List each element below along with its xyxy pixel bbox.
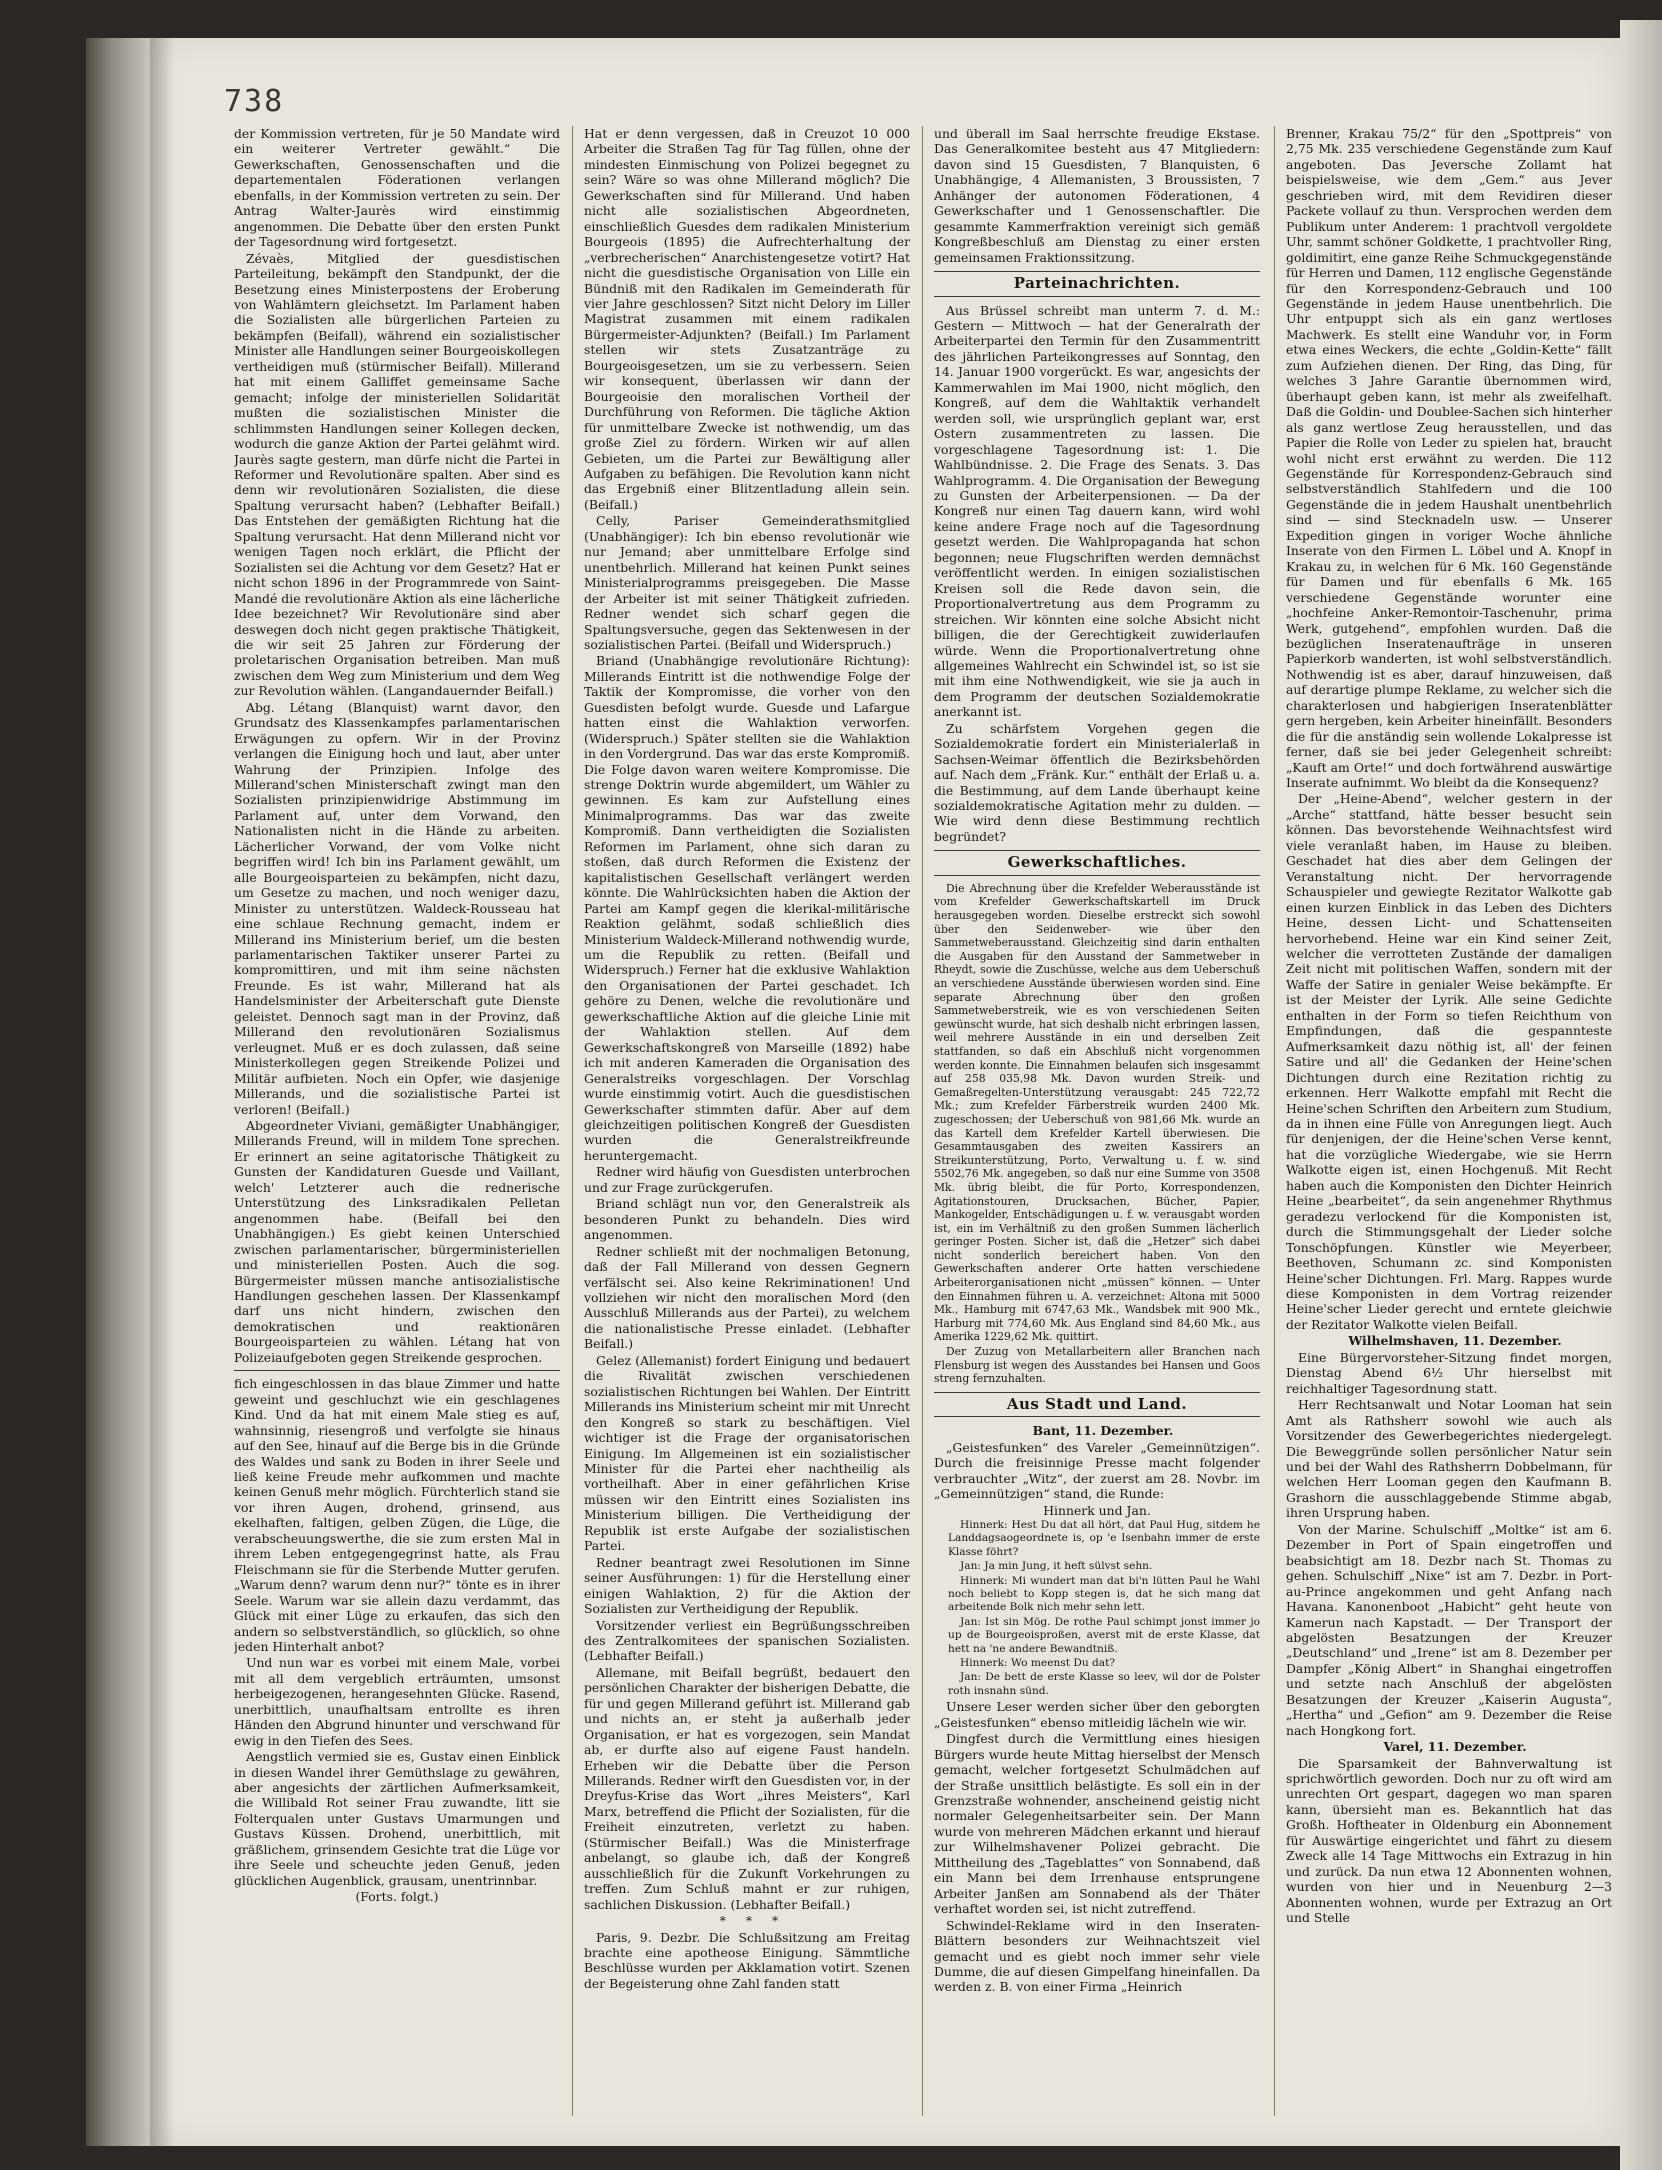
feuilleton-paragraph: fich eingeschlossen in das blaue Zimmer und hatte geweint und geschluchzt wie ein geschlagenes Kind. Und da hat mit einem Male stieg es auf, wahnsinnig, riesengroß und verfolgte sie hinaus auf den See, hinauf auf die Berge bis in die Gründe des Waldes und sank zu Boden in ihrer Seele und ließ keine Freude mehr aufkommen und machte keinen Genuß mehr möglich. Fürchterlich stand sie vor ihren Augen, drohend, grinsend, aus ekelhaften, faltigen, gelben Zügen, die Lüge, die verabscheuungswerthe, die sie zum ersten Mal in ihrem Leben entgegengegrinst hatte, als Frau Fleischmann sie für die Sterbende Mutter gerufen. „Warum denn? warum denn nur?“ tönte es in ihrer Seele. Warum war sie allein dazu verdammt, das Glück mit einer Lüge zu erkaufen, das sich den andern so selbstverständlich, so glücklich, so ohne jeden Hinterhalt anbot? — [234, 1376, 560, 1654]
paragraph: Zévaès, Mitglied der guesdistischen Parteileitung, bekämpft den Standpunkt, der die Besetzung eines Ministerpostens der Eroberung von Wahlämtern gleichsetzt. Im Parlament haben die Sozialisten alle bürgerlichen Parteien zu bekämpfen (Beifall), während ein sozialistischer Minister alle Handlungen seiner Bourgeoiskollegen vertheidigen muß (stürmischer Beifall). Millerand hat mit einem Galliffet gemeinsame Sache gemacht; infolge der ministeriellen Solidarität mußten die sozialistischen Minister die schlimmsten Handlungen seiner Kollegen decken, wodurch die ganze Aktion der Partei gelähmt wird. Jaurès sagte gestern, man dürfe nicht die Partei in Reformer und Revolutionäre spalten. Aber sind es denn wir revolutionären Sozialisten, die diese Spaltung verursacht haben? (Lebhafter Beifall.) Das Entstehen der gemäßigten Richtung hat die Spaltung verursacht. Hat denn Millerand nicht vor wenigen Tagen noch erklärt, die Pflicht der Sozialisten sei die Achtung vor dem Gesetz? Hat er nicht schon 1896 in der Programmrede von Saint-Mandé die revolutionäre Aktion als eine lächerliche Idee bezeichnet? Wir Revolutionäre sind aber deswegen doch nicht gegen praktische Thätigkeit, die wir seit 25 Jahren zur Förderung der proletarischen Organisation betreiben. Man muß zwischen dem Weg zum Ministerium und dem Weg zur Revolution wählen. (Langandauernder Beifall.) — [234, 250, 560, 699]
paragraph: Vorsitzender verliest ein Begrüßungsschreiben des Zentralkomitees der spanischen Sozialisten. (Lebhafter Beifall.) — [584, 1617, 910, 1664]
paragraph: Redner schließt mit der nochmaligen Betonung, daß der Fall Millerand von dessen Gegnern verfälscht sei. Also keine Rekriminationen! Und vollziehen wir nicht den moralischen Mord (den Ausschluß Millerands aus der Partei), zu welchem die nationalistische Presse einladet. (Lebhafter Beifall.) — [584, 1243, 910, 1352]
section-heading-gewerkschaftliches: Gewerkschaftliches. — [934, 850, 1260, 875]
dialog-line: Jan: Ja min Jung, it heft sülvst sehn. — [960, 1560, 1153, 1573]
dialog-line: Hinnerk: Mi wundert man dat bi'n lütten Paul he Wahl noch beliebt to Kopp stegen is, dat he sich mang dat arbeitende Bolk nich mehr sehn lett. — [948, 1574, 1260, 1614]
column-1 — [234, 126, 560, 2116]
column-3 — [934, 126, 1260, 2116]
paragraph: Hat er denn vergessen, daß in Creuzot 10 000 Arbeiter die Straßen Tag für Tag füllen, ohne der mindesten Einmischung von Polizei begegnet zu sein? Wäre so was ohne Millerand möglich? Die Gewerkschaften sind für Millerand. Und haben nicht alle sozialistischen Abgeordneten, einschließlich Guesdes dem radikalen Ministerium Bourgeois (1895) die Aufrechterhaltung der „verbrecherischen“ Anarchistengesetze votirt? Hat nicht die guesdistische Organisation von Lille ein Bündniß mit den Radikalen im Gemeinderath für vier Jahre geschlossen? Sitzt nicht Delory im Liller Magistrat zusammen mit einem radikalen Bürgermeister-Adjunkten? (Beifall.) Im Parlament stellen wir stets Zusatzanträge zu Bourgeoisgesetzen, um sie zu verbessern. Seien wir konsequent, überlassen wir dann der Bourgeoisie den moralischen Vortheil der Durchführung von Reformen. Die tägliche Aktion für unmittelbare Zwecke ist nothwendig, um das große Ziel zu fördern. Wirken wir auf allen Gebieten, um die Partei zur Bewältigung aller Aufgaben zu befähigen. Die Revolution kann nicht das Ergebniß einer Blitzentladung allein sein. (Beifall.) — [584, 126, 910, 512]
dialog-line: Hinnerk: Wo meenst Du dat? — [960, 1657, 1116, 1670]
paragraph: Die Sparsamkeit der Bahnverwaltung ist sprichwörtlich geworden. Doch nur zu oft wird am unrechten Ort gespart, dagegen wo man sparen kann, übersieht man es. Bekanntlich hat das Großh. Hoftheater in Oldenburg ein Abonnement für Auswärtige eingerichtet und fährt zu diesem Zweck alle 14 Tage Mittwochs ein Extrazug in hin und zurück. Da nun etwa 12 Abonnenten wohnen, wurden von hier und in Neuenburg 2—3 Abonnenten wohnen, wurde per Extrazug an Ort und Stelle — [1286, 1755, 1612, 1926]
dialog-line: Jan: Ist sin Mög. De rothe Paul schimpt jonst immer jo up de Bourgeoisproßen, averst mit de erste Klasse, dat hett na 'ne andere Bewandtniß. — [948, 1615, 1260, 1655]
paragraph: Dingfest durch die Vermittlung eines hiesigen Bürgers wurde heute Mittag hierselbst der Mensch gemacht, welcher fortgesetzt Schulmädchen auf der Straße unsittlich belästigte. Es soll ein in der Grenzstraße wohnender, anscheinend geistig nicht normaler Gelegenheitsarbeiter sein. Der Mann wurde von mehreren Mädchen erkannt und hierauf zur Wilhelmshavener Polizei gebracht. Die Mittheilung des „Tageblattes“ von Sonnabend, daß ein Mann bei dem Irrenhause entsprungene Arbeiter Janßen am Sonnabend als der Thäter verhaftet worden sei, ist nicht zutreffend. — [934, 1731, 1260, 1917]
paragraph: Herr Rechtsanwalt und Notar Looman hat sein Amt als Rathsherr sowohl wie auch als Vorsitzender des Gewerbegerichtes niedergelegt. Die Beweggründe sollen persönlicher Natur sein und bei der Wahl des Rathsherrn Dobbelmann, für welchen Herr Looman gegen den Kaufmann B. Grashorn die ausschlaggebende Stimme abgab, ihren Ursprung haben. — [1286, 1397, 1612, 1521]
paragraph: Aus Brüssel schreibt man unterm 7. d. M.: Gestern — Mittwoch — hat der Generalrath der Arbeiterpartei den Termin für den Zusammentritt des jährlichen Parteikongresses auf Sonntag, den 14. Januar 1900 vorgerückt. Es war, angesichts der Kammerwahlen im Mai 1900, nicht möglich, den Kongreß, auf dem die Wahltaktik verhandelt werden soll, wie ursprünglich geplant war, erst Ostern zusammentreten zu lassen. Die vorgeschlagene Tagesordnung ist: 1. Die Wahlbündnisse. 2. Die Frage des Senats. 3. Das Wahlprogramm. 4. Die Organisation der Bewegung zu Gunsten der Arbeiterpensionen. — Da der Kongreß nur einen Tag dauern kann, wird wohl keine andere Frage noch auf die Tagesordnung gesetzt werden. Die Wahlpropaganda hat schon begonnen; neue Flugschriften werden demnächst veröffentlicht werden. In einigen sozialistischen Kreisen soll die Rede davon sein, die Proportionalvertretung aus dem Programm zu streichen. Wir könnten eine solche Absicht nicht billigen, die der Gerechtigkeit zuwiderlaufen würde. Wenn die Proportionalvertretung ohne allgemeines Wahlrecht ein Schwindel ist, so ist sie mit ihm eine Nothwendigkeit, wie sie ja auch in dem Programm der deutschen Sozialdemokratie anerkannt ist. — [934, 302, 1260, 720]
paragraph: Von der Marine. Schulschiff „Moltke“ ist am 6. Dezember in Port of Spain eingetroffen und beabsichtigt am 18. Dezbr nach St. Thomas zu gehen. Schulschiff „Nixe“ ist am 7. Dezbr. in Port-au-Prince angekommen und geht Anfang nach Havana. Kanonenboot „Habicht“ geht heute von Kamerun nach Kapstadt. — Der Transport der abgelösten Besatzungen der Kreuzer „Deutschland“ und „Irene“ ist am 8. Dezember per Dampfer „König Albert“ in Shanghai eingetroffen und setzte nach Anschluß der abgelösten Besatzungen der Kreuzer „Kaiserin Augusta“, „Hertha“ und „Gefion“ am 9. Dezember die Reise nach Hongkong fort. — [1286, 1521, 1612, 1738]
section-heading-aus-stadt-und-land: Aus Stadt und Land. — [934, 1392, 1260, 1417]
dialog-line: Hinnerk: Hest Du dat all hört, dat Paul Hug, sitdem he Landdagsaogeordnete is, op 'e Isenbahn immer de erste Klasse föhrt? — [948, 1518, 1260, 1558]
paragraph: Redner wird häufig von Guesdisten unterbrochen und zur Frage zurückgerufen. — [584, 1164, 910, 1195]
paragraph: und überall im Saal herrschte freudige Ekstase. Das Generalkomitee besteht aus 47 Mitgliedern: davon sind 15 Guesdisten, 7 Blanquisten, 6 Unabhängige, 4 Allemanisten, 3 Broussisten, 7 Anhänger der autonomen Föderationen, 4 Gewerkschafter und 1 Genossenschaftler. Die gesammte Kammerfraktion vereinigt sich gemäß Kongreßbeschluß am Dienstag zu einer ersten gemeinsamen Fraktionssitzung. — [934, 126, 1260, 265]
paragraph: Celly, Pariser Gemeinderathsmitglied (Unabhängiger): Ich bin ebenso revolutionär wie nur Jemand; aber unmittelbare Erfolge sind unentbehrlich. Millerand hat keinen Punkt seines Ministerialprogramms preisgegeben. Die Masse der Arbeiter ist mit seiner Thätigkeit zufrieden. Redner wendet sich scharf gegen die Spaltungsversuche, gegen das Sektenwesen in der sozialistischen Partei. (Beifall und Widerspruch.) — [584, 513, 910, 652]
section-heading-parteinachrichten: Parteinachrichten. — [934, 271, 1260, 296]
paragraph: Redner beantragt zwei Resolutionen im Sinne seiner Ausführungen: 1) für die Herstellung einer einigen Wahlaktion, 2) für die Aktion der Sozialisten zur Vertheidigung der Republik. — [584, 1554, 910, 1617]
newspaper-page — [150, 38, 1620, 2146]
feuilleton-paragraph: Und nun war es vorbei mit einem Male, vorbei mit all dem vergeblich erträumten, umsonst herbeigezogenen, herangesehnten Glücke. Rasend, unerbittlich, unaufhaltsam entrollte es ihren Händen den Abgrund hinunter und verschwand für ewig in den Tiefen des Sees. — [234, 1655, 560, 1748]
dialog-line: Jan: De bett de erste Klasse so leev, wil dor de Polster roth insnahn sünd. — [948, 1671, 1260, 1697]
column-rule — [572, 126, 573, 2116]
column-4 — [1286, 126, 1612, 2116]
paragraph: Eine Bürgervorsteher-Sitzung findet morgen, Dienstag Abend 6½ Uhr hierselbst mit reichhaltiger Tagesordnung statt. — [1286, 1349, 1612, 1396]
paragraph: Gelez (Allemanist) fordert Einigung und bedauert die Rivalität zwischen verschiedenen sozialistischen Richtungen bei Wahlen. Der Eintritt Millerands ins Ministerium scheint mir mit Unrecht den Kongreß so stark zu beschäftigen. Viel wichtiger ist die Frage der organisatorischen Einigung. Im Allgemeinen ist ein sozialistischer Minister für die Partei eher nachtheilig als vortheilhaft. Aber in einer gefährlichen Krise müssen wir den Eintritt eines Sozialisten ins Ministerium billigen. Die Vertheidigung der Republik ist erste Aufgabe der sozialistischen Partei. — [584, 1352, 910, 1554]
binding-shadow — [150, 38, 174, 2146]
paragraph: Unsere Leser werden sicher über den geborgten „Geistesfunken“ ebenso mitleidig lächeln wie wir. — [934, 1699, 1260, 1730]
paragraph: der Kommission vertreten, für je 50 Mandate wird ein weiterer Vertreter gewählt.“ Die Gewerkschaften, Genossenschaften und die departementalen Föderationen verlangen ebenfalls, in der Kommission vertreten zu sein. Der Antrag Walter-Jaurès wird einstimmig angenommen. Die Debatte über den ersten Punkt der Tagesordnung wird fortgesetzt. — [234, 126, 560, 250]
paragraph: Briand schlägt nun vor, den Generalstreik als besonderen Punkt zu behandeln. Dies wird angenommen. — [584, 1196, 910, 1243]
divider — [234, 1370, 560, 1371]
paragraph: Zu schärfstem Vorgehen gegen die Sozialdemokratie fordert ein Ministerialerlaß in Sachsen-Weimar öffentlich die Bezirksbehörden auf. Nach dem „Fränk. Kur.“ enthält der Erlaß u. a. die Bestimmung, auf dem Lande überhaupt keine sozialdemokratische Agitation mehr zu dulden. — Wie wird denn diese Bestimmung rechtlich begründet? — [934, 720, 1260, 844]
paragraph: Abgeordneter Viviani, gemäßigter Unabhängiger, Millerands Freund, will in mildem Tone sprechen. Er erinnert an seine agitatorische Thätigkeit zu Gunsten der Kandidaturen Guesde und Vaillant, welch' Letzterer auch die rednerische Unterstützung des Linksradikalen Pelletan angenommen habe. (Beifall bei den Unabhängigen.) Es giebt keinen Unterschied zwischen parlamentarischer, bürgerministeriellen und ministeriellen Posten. Auch die sog. Bürgermeister müssen manche antisozialistische Handlungen geschehen lassen. Der Klassenkampf darf uns nicht hindern, zwischen den demokratischen und reaktionären Bourgeoisparteien zu wählen. Létang hat von Polizeiaufgeboten gegen Streikende gesprochen. — [234, 1118, 560, 1365]
paragraph: „Geistesfunken“ des Vareler „Gemeinnützigen“. Durch die freisinnige Presse macht folgender verbrauchter „Witz“, der zuerst am 28. Novbr. im „Gemeinnützigen“ stand, die Runde: — [934, 1439, 1260, 1502]
paragraph: Briand (Unabhängige revolutionäre Richtung): Millerands Eintritt ist die nothwendige Folge der Taktik der Kompromisse, die vorher von den Guesdisten befolgt wurde. Guesde und Lafargue hatten einst die Wahlaktion verworfen. (Widerspruch.) Später stellten sie die Wahlaktion in den Vordergrund. Das war das erste Kompromiß. Die Folge davon waren weitere Kompromisse. Die strenge Doktrin wurde abgemildert, um Wähler zu gewinnen. Es kam zur Aufstellung eines Minimalprogramms. Das war das zweite Kompromiß. Dann vertheidigten die Sozialisten Reformen im Parlament, ohne sich daran zu stoßen, daß durch Reformen die Existenz der kapitalistischen Gesellschaft verlängert werden könnte. Die Wahlrücksichten haben die Aktion der Partei am Kampf gegen die klerikal-militärische Reaktion gelähmt, sodaß schließlich dies Ministerium Waldeck-Millerand nothwendig wurde, um die Republik zu retten. (Beifall und Widerspruch.) Ferner hat die exklusive Wahlaktion den Organisationen der Partei geschadet. Ich gehöre zu Denen, welche die revolutionäre und gewerkschaftliche Aktion auf die gleiche Linie mit der Wahlaktion stellen. Auf dem Gewerkschaftskongreß von Marseille (1892) habe ich mit anderen Kameraden die Organisation des Generalstreiks vorgeschlagen. Der Vorschlag wurde einstimmig votirt. Auch die guesdistischen Gewerkschafter stimmten dafür. Aber auf dem gleichzeitigen politischen Kongreß der Guesdisten wurden die Generalstreikfreunde heruntergemacht. — [584, 653, 910, 1163]
paragraph: Brenner, Krakau 75/2“ für den „Spottpreis“ von 2,75 Mk. 235 verschiedene Gegenstände zum Kauf angeboten. Das Jeversche Zollamt hat beispielsweise, wie dem „Gem.“ aus Jever geschrieben wird, mit dem Revidiren dieser Packete vollauf zu thun. Versprochen werden dem Publikum unter Anderem: 1 prachtvoll vergoldete Uhr, sammt schöner Goldkette, 1 prachtvoller Ring, goldimitirt, eine ganze Reihe Schmuckgegenstände für Herren und Damen, 112 englische Gegenstände für den Korrespondenz-Gebrauch und 100 Gegenstände in jedem Hause unentbehrlich. Die Uhr entpuppt sich als ein ganz wertloses Machwerk. Es stellt eine Wanduhr vor, in Form etwa eines Weckers, die echte „Goldin-Kette“ fällt zum Aufziehen dienen. Der Ring, das Ding, für welches 3 Jahre Garantie übernommen wird, überhaupt geben kann, ist mehr als zweifelhaft. Daß die Goldin- und Doublee-Sachen sich hinterher als ganz wertlose Zeug herausstellen, und das Papier die Rolle von Leder zu spielen hat, braucht wohl nicht erst erwähnt zu werden. Die 112 Gegenstände für Korrespondenz-Gebrauch sind selbstverständlich Stahlfedern und die 100 Gegenstände die in jedem Haushalt unentbehrlich sind — sind Stecknadeln usw. — Unserer Expedition gingen in voriger Woche ähnliche Inserate von den Firmen L. Löbel und A. Knopf in Krakau zu, in welchen für 6 Mk. 160 Gegenstände für Damen und für ebenfalls 6 Mk. 165 verschiedene Gegenstände worunter eine „hochfeine Anker-Remontoir-Taschenuhr, prima Werk, gutgehend“, empfohlen wurden. Daß die bezüglichen Inseratenaufträge in unseren Papierkorb wanderten, ist wohl selbstverständlich. Nothwendig ist es aber, darauf hinzuweisen, daß auf derartige plumpe Reklame, zu welcher sich die charakterlosen und habgierigen Inseratenblätter gern hergeben, kein Arbeiter hineinfällt. Besonders die für die anständig sein wollende Lokalpresse ist ferner, daß sie bei jeder Gelegenheit schreibt: „Kauft am Orte!“ und doch fortwährend auswärtige Inserate aufnimmt. Wo bleibt da die Konsequenz? — [1286, 126, 1612, 791]
column-2 — [584, 126, 910, 2116]
page-number: 738 — [224, 84, 285, 119]
dialog-title: Hinnerk und Jan. — [1043, 1502, 1151, 1518]
paragraph: Paris, 9. Dezbr. Die Schlußsitzung am Freitag brachte eine apotheose Einigung. Sämmtliche Beschlüsse wurden per Akklamation votirt. Szenen der Begeisterung ohne Zahl fanden statt — [584, 1929, 910, 1991]
paragraph: Die Abrechnung über die Krefelder Weberausstände ist vom Krefelder Gewerkschaftskartell im Druck herausgegeben worden. Dieselbe erstreckt sich sowohl über den Seidenweber- wie über den Sammetweberausstand. Gleichzeitig sind darin enthalten die Ausgaben für den Ausstand der Sammetweber in Rheydt, sowie die Zuschüsse, welche aus dem Ueberschuß an verschiedene Ausstände überwiesen worden sind. Eine separate Abrechnung über den großen Sammetweberstreik, wie es von verschiedenen Seiten gewünscht wurde, hat sich deshalb nicht erbringen lassen, weil mehrere Ausstände in ein und derselben Zeit stattfanden, so daß ein Abschluß nicht vorgenommen werden konnte. Die Einnahmen belaufen sich insgesammt auf 258 035,98 Mk. Davon wurden Streik- und Gemaßregelten-Unterstützung verausgabt: 245 722,72 Mk.; zum Krefelder Färberstreik wurden 2400 Mk. zugeschossen; der Ueberschuß von 981,66 Mk. wurde an das Kartell dem Krefelder Kartell überwiesen. Die Gesammtausgaben des zweiten Kassirers an Streikunterstützung, Porto, Verwaltung u. f. w. sind 5502,76 Mk. angegeben, so daß nur eine Summe von 3508 Mk. übrig bleibt, die für Porto, Korrespondenzen, Agitationstouren, Drucksachen, Bücher, Papier, Mankogelder, Entschädigungen u. f. w. verausgabt worden ist, ein im Verhältniß zu den großen Summen lächerlich geringer Posten. Sicher ist, daß die „Hetzer“ sich dabei nicht sonderlich bereichert haben. Von den Gewerkschaften anderer Orte hatten verschiedene Arbeiterorganisationen nicht „müssen“ können. — Unter den Einnahmen führen u. A. verzeichnet: Altona mit 5000 Mk., Hamburg mit 6747,63 Mk., Wandsbek mit 900 Mk., Harburg mit 774,60 Mk. Aus England sind 84,60 Mk., aus Amerika 1229,62 Mk. quittirt. — [934, 881, 1260, 1344]
paragraph: Allemane, mit Beifall begrüßt, bedauert den persönlichen Charakter der bisherigen Debatte, die für und gegen Millerand geführt ist. Millerand gab und nichts an, er steht ja außerhalb jeder Organisation, er hat es vorgezogen, sein Mandat ab, er durfte also auf eigene Faust handeln. Erheben wir die Debatte über die Person Millerands. Redner wirft den Guesdisten vor, in der Dreyfus-Krise das Wort „ihres Meisters“, Karl Marx, betreffend die Pflicht der Sozialisten, für die Freiheit einzutreten, verletzt zu haben. (Stürmischer Beifall.) Was die Ministerfrage anbelangt, so glaube ich, daß der Kongreß ausschließlich für die Zukunft Vorkehrungen zu treffen. Zum Schluß mahnt er zur ruhigen, sachlichen Diskussion. (Lebhafter Beifall.) — [584, 1664, 910, 1912]
paragraph: Schwindel-Reklame wird in den Inseraten-Blättern besonders zur Weihnachtszeit viel gemacht und es giebt noch immer sehr viele Dumme, die auf diesen Gimpelfang hineinfallen. Da werden z. B. von einer Firma „Heinrich — [934, 1917, 1260, 1995]
feuilleton-paragraph: Aengstlich vermied sie es, Gustav einen Einblick in diesen Wandel ihrer Gemüthslage zu gewähren, aber angesichts der zärtlichen Aufmerksamkeit, die Willibald Rot seiner Frau zuwandte, litt sie Folterqualen unter Gustavs Umarmungen und Gustavs Küssen. Drohend, unerbittlich, mit gräßlichem, grinsendem Gesichte trat die Lüge vor ihre Seele und scheuchte jeden Genuß, jeden glücklichen Augenblick, grausam, unentrinnbar. — [234, 1749, 560, 1888]
separator-stars: * * * — [719, 1913, 787, 1929]
dateline: Bant, 11. Dezember. — [1032, 1423, 1174, 1439]
dateline: Wilhelmshaven, 11. Dezember. — [1348, 1333, 1562, 1349]
paragraph: Abg. Létang (Blanquist) warnt davor, den Grundsatz des Klassenkampfes parlamentarischen Erwägungen zu opfern. Wir in der Provinz verlangen die Einigung hoch und laut, aber unter Wahrung der Prinzipien. Infolge des Millerand'schen Ministerschaft zwingt man den Sozialisten prinzipienwidrige Abstimmung im Parlament auf, unter dem Vorwand, den Nationalisten nicht in die Hände zu arbeiten. Lächerlicher Vorwand, der vom Volke nicht begriffen wird! Ich bin ins Parlament gewählt, um alle Bourgeoisparteien zu bekämpfen, nicht dazu, um Gesetze zu machen, und noch weniger dazu, Minister zu unterstützen. Waldeck-Rousseau hat eine schlaue Rechnung gemacht, indem er Millerand ins Ministerium berief, um die besten parlamentarischen Taktiker unserer Partei zu kompromittiren, und mit ihm seine nächsten Freunde. Es ist wahr, Millerand hat als Handelsminister der Arbeiterschaft gute Dienste geleistet. Dennoch sagt man in der Provinz, daß Millerand den revolutionären Sozialismus verleugnet. Muß er es doch zulassen, daß seine Ministerkollegen gegen Streikende Polizei und Militär aufbieten. Noch ein Opfer, wie dasjenige Millerands, und die sozialistische Partei ist verloren! (Beifall.) — [234, 699, 560, 1117]
column-rule — [922, 126, 923, 2116]
book-binding — [86, 38, 150, 2146]
dateline: Varel, 11. Dezember. — [1383, 1739, 1527, 1755]
continuation-note: (Forts. folgt.) — [355, 1889, 439, 1905]
column-rule — [1274, 126, 1275, 2116]
paragraph: Der Zuzug von Metallarbeitern aller Branchen nach Flensburg ist wegen des Ausstandes bei Hansen und Goos streng fernzuhalten. — [934, 1345, 1260, 1386]
page-edge — [1620, 20, 1662, 2170]
paragraph: Der „Heine-Abend“, welcher gestern in der „Arche“ stattfand, hätte besser besucht sein können. Das bevorstehende Weihnachtsfest wird viele veranlaßt haben, im Hause zu bleiben. Geschadet hat dies aber dem Gelingen der Veranstaltung nicht. Der hervorragende Schauspieler und gewiegte Rezitator Walkotte gab einen kurzen Einblick in das Leben des Dichters Heine, dessen Licht- und Schattenseiten hervorhebend. Heine war ein Kind seiner Zeit, welcher die verrotteten Zustände der damaligen Zeit nicht mit politischen Waffen, sondern mit der Waffe der Satire in genialer Weise bekämpfte. Er ist der Meister der Lyrik. Alle seine Gedichte enthalten in der Form so tiefen Reichthum von Empfindungen, daß die gespannteste Aufmerksamkeit dazu nöthig ist, all' der feinen Satire und all' die Gedanken der Heine'schen Dichtungen durch eine Rezitation richtig zu erkennen. Herr Walkotte empfahl mit Recht die Heine'schen Schriften den Arbeitern zum Studium, da in ihnen eine Fülle von Anregungen liegt. Auch für denjenigen, der die Heine'schen Verse kennt, hat die vorzügliche Wiedergabe, wie sie Herrn Walkotte eigen ist, einen Hochgenuß. Mit Recht haben auch die Komponisten den Dichter Heinrich Heine „bearbeitet“, da sein angenehmer Rhythmus geradezu verlockend für die Komponisten ist, durch die Stimmungsgehalt der Lieder solche Tonschöpfungen. Künstler wie Meyerbeer, Beethoven, Schumann zc. sind Komponisten Heine'scher Dichtungen. Frl. Marg. Rappes wurde diese Komponisten in dem Vortrag reizender Heine'scher Lieder gerecht und erntete gleichwie der Rezitator Walkotte vielen Beifall. — [1286, 791, 1612, 1332]
columns — [234, 126, 1612, 2116]
